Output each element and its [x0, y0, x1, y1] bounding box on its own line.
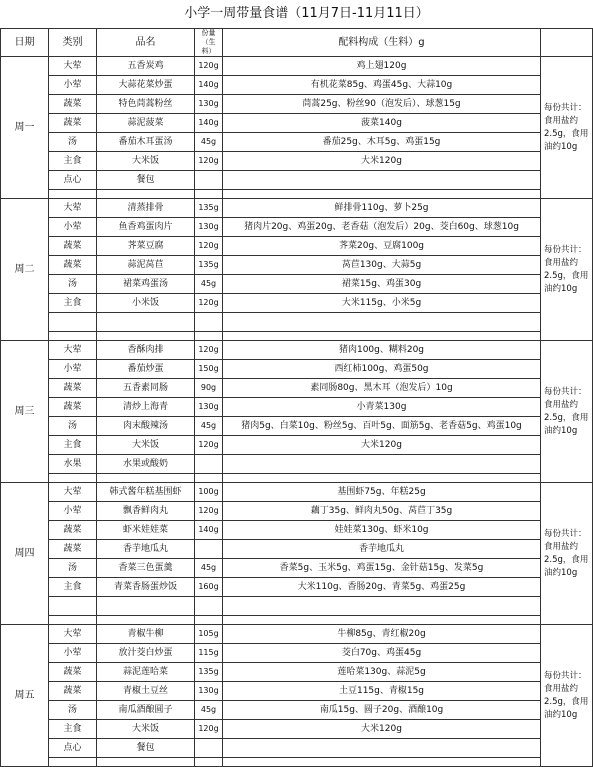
table-row — [1, 379, 593, 398]
ingredients-cell: 土豆115g、青椒15g — [223, 682, 541, 701]
dish-cell: 荠菜豆腐 — [97, 237, 195, 256]
dish-cell: 放汁茭白炒蛋 — [97, 644, 195, 663]
dish-cell: 韩式酱年糕基围虾 — [97, 483, 195, 502]
ingredients-cell: 猪肉片20g、鸡蛋20g、老香菇（泡发后）20g、茭白60g、球葱10g — [223, 218, 541, 237]
empty-cell — [223, 616, 541, 625]
ingredients-cell: 香菜5g、玉米5g、鸡蛋15g、金针菇15g、发菜5g — [223, 559, 541, 578]
ingredients-cell: 大米120g — [223, 436, 541, 455]
category-cell: 蔬菜 — [49, 521, 97, 540]
empty-cell — [223, 190, 541, 199]
amount-cell: 135g — [195, 256, 223, 275]
empty-cell — [195, 332, 223, 341]
category-cell: 蔬菜 — [49, 398, 97, 417]
category-cell: 主食 — [49, 578, 97, 597]
category-cell: 汤 — [49, 559, 97, 578]
table-row — [1, 502, 593, 521]
dish-cell: 虾米娃娃菜 — [97, 521, 195, 540]
empty-cell — [195, 190, 223, 199]
dish-cell: 香菜三色蛋羹 — [97, 559, 195, 578]
amount-cell: 45g — [195, 701, 223, 720]
dish-cell: 青椒牛柳 — [97, 625, 195, 644]
amount-cell: 120g — [195, 502, 223, 521]
ingredients-cell: 南瓜15g、圆子20g、酒酿10g — [223, 701, 541, 720]
table-row — [1, 133, 593, 152]
amount-cell: 135g — [195, 663, 223, 682]
header-amount: 份量（生料） — [195, 29, 223, 57]
ingredients-cell: 大米120g — [223, 720, 541, 739]
table-row — [1, 341, 593, 360]
ingredients-cell: 鲜排骨110g、萝卜25g — [223, 199, 541, 218]
nutrition-note: 每份共计：食用盐约2.5g，食用油约10g — [541, 625, 593, 767]
category-cell: 小荤 — [49, 502, 97, 521]
category-cell: 汤 — [49, 701, 97, 720]
amount-cell — [195, 597, 223, 616]
nutrition-note: 每份共计：食用盐约2.5g，食用油约10g — [541, 341, 593, 483]
table-row — [1, 95, 593, 114]
amount-cell: 150g — [195, 360, 223, 379]
ingredients-cell: 菠菜140g — [223, 114, 541, 133]
ingredients-cell: 猪肉100g、糊料20g — [223, 341, 541, 360]
empty-cell — [223, 474, 541, 483]
category-cell: 蔬菜 — [49, 95, 97, 114]
ingredients-cell: 藕丁35g、鲜肉丸50g、莴苣丁35g — [223, 502, 541, 521]
ingredients-cell: 香芋地瓜丸 — [223, 540, 541, 559]
category-cell: 大荤 — [49, 483, 97, 502]
category-cell: 小荤 — [49, 218, 97, 237]
dish-cell: 番茄炒蛋 — [97, 360, 195, 379]
menu-body — [1, 57, 593, 767]
empty-cell — [49, 332, 97, 341]
table-row — [1, 436, 593, 455]
category-cell: 蔬菜 — [49, 237, 97, 256]
amount-cell: 140g — [195, 114, 223, 133]
dish-cell: 餐包 — [97, 739, 195, 758]
menu-table — [0, 28, 593, 767]
table-row — [1, 663, 593, 682]
table-row — [1, 237, 593, 256]
category-cell — [49, 597, 97, 616]
day-label: 周五 — [1, 625, 49, 767]
amount-cell — [195, 455, 223, 474]
amount-cell: 90g — [195, 379, 223, 398]
table-row — [1, 521, 593, 540]
dish-cell: 餐包 — [97, 171, 195, 190]
category-cell: 大荤 — [49, 57, 97, 76]
spacer-row — [1, 616, 593, 625]
amount-cell: 120g — [195, 152, 223, 171]
ingredients-cell: 小青菜130g — [223, 398, 541, 417]
spacer-row — [1, 474, 593, 483]
ingredients-cell: 基围虾75g、年糕25g — [223, 483, 541, 502]
amount-cell: 45g — [195, 133, 223, 152]
table-row — [1, 540, 593, 559]
amount-cell: 120g — [195, 57, 223, 76]
table-row — [1, 455, 593, 474]
empty-cell — [223, 332, 541, 341]
table-row — [1, 417, 593, 436]
amount-cell: 135g — [195, 199, 223, 218]
empty-cell — [97, 616, 195, 625]
spacer-row — [1, 758, 593, 767]
table-row — [1, 218, 593, 237]
nutrition-note: 每份共计：食用盐约2.5g，食用油约10g — [541, 483, 593, 625]
table-row — [1, 701, 593, 720]
header-row — [1, 29, 593, 57]
ingredients-cell: 西红柿100g、鸡蛋50g — [223, 360, 541, 379]
table-row — [1, 275, 593, 294]
header-note — [541, 29, 593, 57]
ingredients-cell: 牛柳85g、青红椒20g — [223, 625, 541, 644]
ingredients-cell: 大米115g、小米5g — [223, 294, 541, 313]
empty-cell — [195, 474, 223, 483]
ingredients-cell: 鸡上翅120g — [223, 57, 541, 76]
table-row — [1, 76, 593, 95]
category-cell: 汤 — [49, 275, 97, 294]
nutrition-note: 每份共计：食用盐约2.5g，食用油约10g — [541, 57, 593, 199]
ingredients-cell: 娃娃菜130g、虾米10g — [223, 521, 541, 540]
empty-cell — [195, 616, 223, 625]
category-cell: 小荤 — [49, 76, 97, 95]
ingredients-cell — [223, 313, 541, 332]
dish-cell: 清蒸排骨 — [97, 199, 195, 218]
category-cell: 主食 — [49, 152, 97, 171]
category-cell: 蔬菜 — [49, 114, 97, 133]
dish-cell: 裙菜鸡蛋汤 — [97, 275, 195, 294]
ingredients-cell: 大米120g — [223, 152, 541, 171]
amount-cell: 120g — [195, 294, 223, 313]
dish-cell: 番茄木耳蛋汤 — [97, 133, 195, 152]
dish-cell — [97, 313, 195, 332]
header-category: 类别 — [49, 29, 97, 57]
table-row — [1, 625, 593, 644]
category-cell: 蔬菜 — [49, 682, 97, 701]
dish-cell: 蒜泥莲哈菜 — [97, 663, 195, 682]
ingredients-cell: 莲哈菜130g、蒜泥5g — [223, 663, 541, 682]
nutrition-note: 每份共计：食用盐约2.5g，食用油约10g — [541, 199, 593, 341]
day-label: 周四 — [1, 483, 49, 625]
category-cell: 汤 — [49, 133, 97, 152]
dish-cell: 肉末酸辣汤 — [97, 417, 195, 436]
dish-cell: 大米饭 — [97, 152, 195, 171]
header-dish: 品名 — [97, 29, 195, 57]
dish-cell: 大蒜花菜炒蛋 — [97, 76, 195, 95]
ingredients-cell: 番茄25g、木耳5g、鸡蛋15g — [223, 133, 541, 152]
empty-cell — [49, 190, 97, 199]
dish-cell: 蒜泥莴苣 — [97, 256, 195, 275]
ingredients-cell: 有机花菜85g、鸡蛋45g、大蒜10g — [223, 76, 541, 95]
amount-cell: 160g — [195, 578, 223, 597]
category-cell: 蔬菜 — [49, 379, 97, 398]
dish-cell: 大米饭 — [97, 720, 195, 739]
empty-cell — [97, 190, 195, 199]
category-cell: 点心 — [49, 171, 97, 190]
spacer-row — [1, 190, 593, 199]
ingredients-cell: 莴苣130g、大蒜5g — [223, 256, 541, 275]
day-label: 周二 — [1, 199, 49, 341]
table-row — [1, 57, 593, 76]
amount-cell: 130g — [195, 398, 223, 417]
page-title: 小学一周带量食谱（11月7日-11月11日） — [184, 6, 429, 21]
category-cell: 点心 — [49, 739, 97, 758]
dish-cell: 大米饭 — [97, 436, 195, 455]
amount-cell — [195, 171, 223, 190]
table-row — [1, 739, 593, 758]
table-row — [1, 360, 593, 379]
table-row — [1, 398, 593, 417]
table-row — [1, 256, 593, 275]
category-cell: 小荤 — [49, 644, 97, 663]
amount-cell: 120g — [195, 720, 223, 739]
empty-cell — [97, 332, 195, 341]
category-cell: 主食 — [49, 294, 97, 313]
amount-cell — [195, 739, 223, 758]
empty-cell — [49, 758, 97, 767]
ingredients-cell: 裙菜15g、鸡蛋30g — [223, 275, 541, 294]
ingredients-cell: 茼蒿25g、粉丝90（泡发后）、球葱15g — [223, 95, 541, 114]
ingredients-cell: 茭白70g、鸡蛋45g — [223, 644, 541, 663]
ingredients-cell: 大米110g、香肠20g、青菜5g、鸡蛋25g — [223, 578, 541, 597]
amount-cell: 120g — [195, 237, 223, 256]
table-row — [1, 114, 593, 133]
amount-cell — [195, 540, 223, 559]
table-row — [1, 199, 593, 218]
category-cell: 汤 — [49, 417, 97, 436]
amount-cell: 130g — [195, 682, 223, 701]
header-date: 日期 — [1, 29, 49, 57]
dish-cell: 鱼香鸡蛋肉片 — [97, 218, 195, 237]
ingredients-cell: 猪肉5g、白菜10g、粉丝5g、百叶5g、面筋5g、老香菇5g、鸡蛋10g — [223, 417, 541, 436]
category-cell: 主食 — [49, 436, 97, 455]
table-row — [1, 152, 593, 171]
ingredients-cell — [223, 597, 541, 616]
amount-cell: 130g — [195, 95, 223, 114]
table-row — [1, 483, 593, 502]
dish-cell — [97, 597, 195, 616]
spacer-row — [1, 332, 593, 341]
table-row — [1, 597, 593, 616]
category-cell: 大荤 — [49, 625, 97, 644]
amount-cell: 45g — [195, 417, 223, 436]
amount-cell — [195, 313, 223, 332]
dish-cell: 青椒土豆丝 — [97, 682, 195, 701]
empty-cell — [97, 474, 195, 483]
table-row — [1, 682, 593, 701]
amount-cell: 140g — [195, 76, 223, 95]
dish-cell: 青菜香肠蛋炒饭 — [97, 578, 195, 597]
empty-cell — [97, 758, 195, 767]
ingredients-cell — [223, 171, 541, 190]
category-cell: 蔬菜 — [49, 256, 97, 275]
amount-cell: 45g — [195, 559, 223, 578]
dish-cell: 香芋地瓜丸 — [97, 540, 195, 559]
category-cell: 蔬菜 — [49, 540, 97, 559]
ingredients-cell: 素同肠80g、黑木耳（泡发后）10g — [223, 379, 541, 398]
dish-cell: 五香炭鸡 — [97, 57, 195, 76]
dish-cell: 蒜泥菠菜 — [97, 114, 195, 133]
dish-cell: 水果或酸奶 — [97, 455, 195, 474]
category-cell: 小荤 — [49, 360, 97, 379]
amount-cell: 120g — [195, 341, 223, 360]
header-ingredients: 配料构成（生料）g — [223, 29, 541, 57]
dish-cell: 香酥肉排 — [97, 341, 195, 360]
dish-cell: 清炒上海青 — [97, 398, 195, 417]
amount-cell: 45g — [195, 275, 223, 294]
amount-cell: 120g — [195, 436, 223, 455]
table-row — [1, 313, 593, 332]
day-label: 周三 — [1, 341, 49, 483]
category-cell: 主食 — [49, 720, 97, 739]
amount-cell: 100g — [195, 483, 223, 502]
empty-cell — [223, 758, 541, 767]
amount-cell: 130g — [195, 218, 223, 237]
dish-cell: 飘香鲜肉丸 — [97, 502, 195, 521]
category-cell: 大荤 — [49, 199, 97, 218]
table-row — [1, 578, 593, 597]
ingredients-cell: 荠菜20g、豆腐100g — [223, 237, 541, 256]
empty-cell — [49, 474, 97, 483]
empty-cell — [49, 616, 97, 625]
ingredients-cell — [223, 455, 541, 474]
table-row — [1, 644, 593, 663]
amount-cell: 115g — [195, 644, 223, 663]
category-cell: 大荤 — [49, 341, 97, 360]
dish-cell: 五香素同肠 — [97, 379, 195, 398]
category-cell — [49, 313, 97, 332]
day-label: 周一 — [1, 57, 49, 199]
table-row — [1, 294, 593, 313]
category-cell: 水果 — [49, 455, 97, 474]
category-cell: 蔬菜 — [49, 663, 97, 682]
table-row — [1, 559, 593, 578]
dish-cell: 南瓜酒酿圆子 — [97, 701, 195, 720]
amount-cell: 140g — [195, 521, 223, 540]
empty-cell — [195, 758, 223, 767]
amount-cell: 105g — [195, 625, 223, 644]
table-row — [1, 171, 593, 190]
table-row — [1, 720, 593, 739]
dish-cell: 特色茼蒿粉丝 — [97, 95, 195, 114]
dish-cell: 小米饭 — [97, 294, 195, 313]
ingredients-cell — [223, 739, 541, 758]
